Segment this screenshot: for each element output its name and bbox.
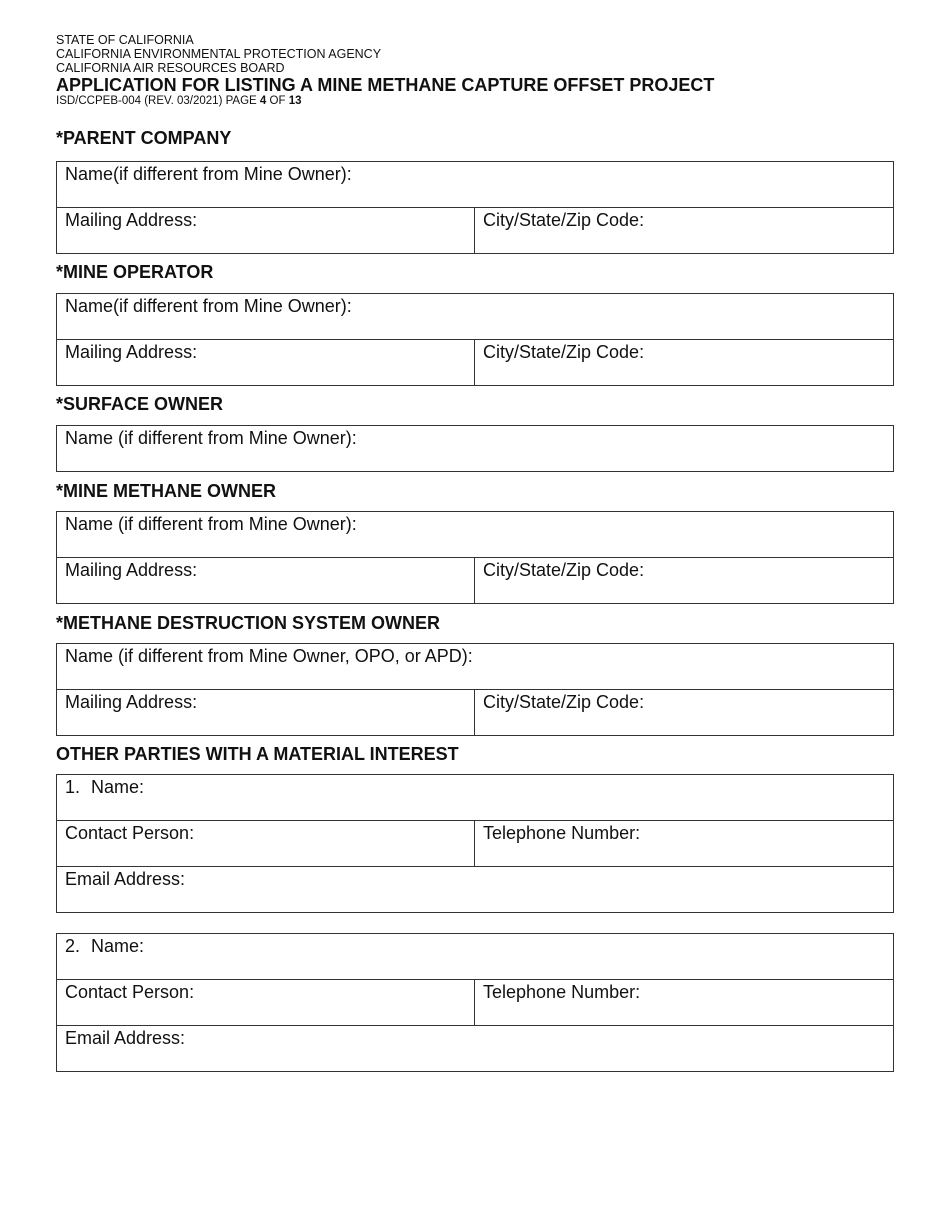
party-1-email-field[interactable]: Email Address: xyxy=(65,869,186,889)
parent-company-mailing-field[interactable]: Mailing Address: xyxy=(57,208,475,253)
mine-operator-mailing-field[interactable]: Mailing Address: xyxy=(57,340,475,385)
party-1-number: 1. xyxy=(65,777,81,797)
surface-owner-box xyxy=(56,425,894,472)
form-number-prefix: ISD/CCPEB-004 (REV. 03/2021) PAGE xyxy=(56,95,260,107)
party-1-phone-field[interactable]: Telephone Number: xyxy=(483,823,641,843)
parent-company-heading: *PARENT COMPANY xyxy=(56,128,232,148)
other-parties-heading: OTHER PARTIES WITH A MATERIAL INTEREST xyxy=(56,744,459,764)
destruction-owner-mailing-field[interactable]: Mailing Address: xyxy=(57,690,475,735)
page-total: 13 xyxy=(288,95,302,107)
party-2-name-label: Name: xyxy=(91,936,145,956)
page-of-text: OF xyxy=(266,95,289,107)
parent-company-box xyxy=(56,161,894,254)
party-2-email-row[interactable] xyxy=(57,1025,893,1071)
surface-owner-name-field[interactable]: Name (if different from Mine Owner): xyxy=(65,428,357,448)
mine-methane-owner-mailing-field[interactable]: Mailing Address: xyxy=(57,558,475,603)
party-2-contact-field[interactable]: Contact Person: xyxy=(57,980,475,1025)
destruction-owner-address-row xyxy=(57,689,893,735)
party-1-contact-field[interactable]: Contact Person: xyxy=(57,821,475,866)
mine-operator-name-row[interactable] xyxy=(57,294,893,339)
surface-owner-heading: *SURFACE OWNER xyxy=(56,394,224,414)
form-page xyxy=(56,33,894,1048)
party-2-name-row[interactable] xyxy=(57,934,893,979)
destruction-owner-name-row[interactable] xyxy=(57,644,893,689)
mine-methane-owner-city-field[interactable]: City/State/Zip Code: xyxy=(483,560,645,580)
destruction-owner-city-field[interactable]: City/State/Zip Code: xyxy=(483,692,645,712)
agency-line: CALIFORNIA ENVIRONMENTAL PROTECTION AGENCY xyxy=(56,47,382,61)
destruction-owner-box xyxy=(56,643,894,736)
party-2-phone-field[interactable]: Telephone Number: xyxy=(483,982,641,1002)
party-2-contact-row xyxy=(57,979,893,1025)
board-line: CALIFORNIA AIR RESOURCES BOARD xyxy=(56,61,285,75)
destruction-owner-heading: *METHANE DESTRUCTION SYSTEM OWNER xyxy=(56,613,441,633)
parent-company-city-field[interactable]: City/State/Zip Code: xyxy=(483,210,645,230)
mine-methane-owner-heading: *MINE METHANE OWNER xyxy=(56,481,276,501)
form-number xyxy=(56,95,894,108)
parent-company-name-row[interactable] xyxy=(57,162,893,207)
form-header xyxy=(56,33,894,108)
party-1-name-field[interactable] xyxy=(57,775,893,820)
destruction-owner-name-field[interactable]: Name (if different from Mine Owner, OPO, or APD): xyxy=(65,646,473,666)
party-2-email-field[interactable]: Email Address: xyxy=(65,1028,186,1048)
party-1-contact-row xyxy=(57,820,893,866)
form-title: APPLICATION FOR LISTING A MINE METHANE CAPTURE OFFSET PROJECT xyxy=(56,75,715,95)
party-1-email-row[interactable] xyxy=(57,866,893,912)
mine-operator-heading: *MINE OPERATOR xyxy=(56,262,214,282)
mine-operator-city-field[interactable]: City/State/Zip Code: xyxy=(483,342,645,362)
party-2-name-field[interactable] xyxy=(57,934,893,979)
parent-company-name-field[interactable]: Name(if different from Mine Owner): xyxy=(65,164,352,184)
party-2-box xyxy=(56,933,894,1072)
parent-company-address-row xyxy=(57,207,893,253)
mine-methane-owner-name-row[interactable] xyxy=(57,512,893,557)
mine-methane-owner-box xyxy=(56,511,894,604)
mine-methane-owner-name-field[interactable]: Name (if different from Mine Owner): xyxy=(65,514,357,534)
state-line: STATE OF CALIFORNIA xyxy=(56,33,194,47)
party-1-name-row[interactable] xyxy=(57,775,893,820)
surface-owner-name-row[interactable] xyxy=(57,426,893,471)
page-number: 4 xyxy=(259,95,267,107)
party-1-name-label: Name: xyxy=(91,777,145,797)
party-2-number: 2. xyxy=(65,936,81,956)
mine-operator-name-field[interactable]: Name(if different from Mine Owner): xyxy=(65,296,352,316)
mine-methane-owner-address-row xyxy=(57,557,893,603)
mine-operator-box xyxy=(56,293,894,386)
party-1-box xyxy=(56,774,894,913)
mine-operator-address-row xyxy=(57,339,893,385)
